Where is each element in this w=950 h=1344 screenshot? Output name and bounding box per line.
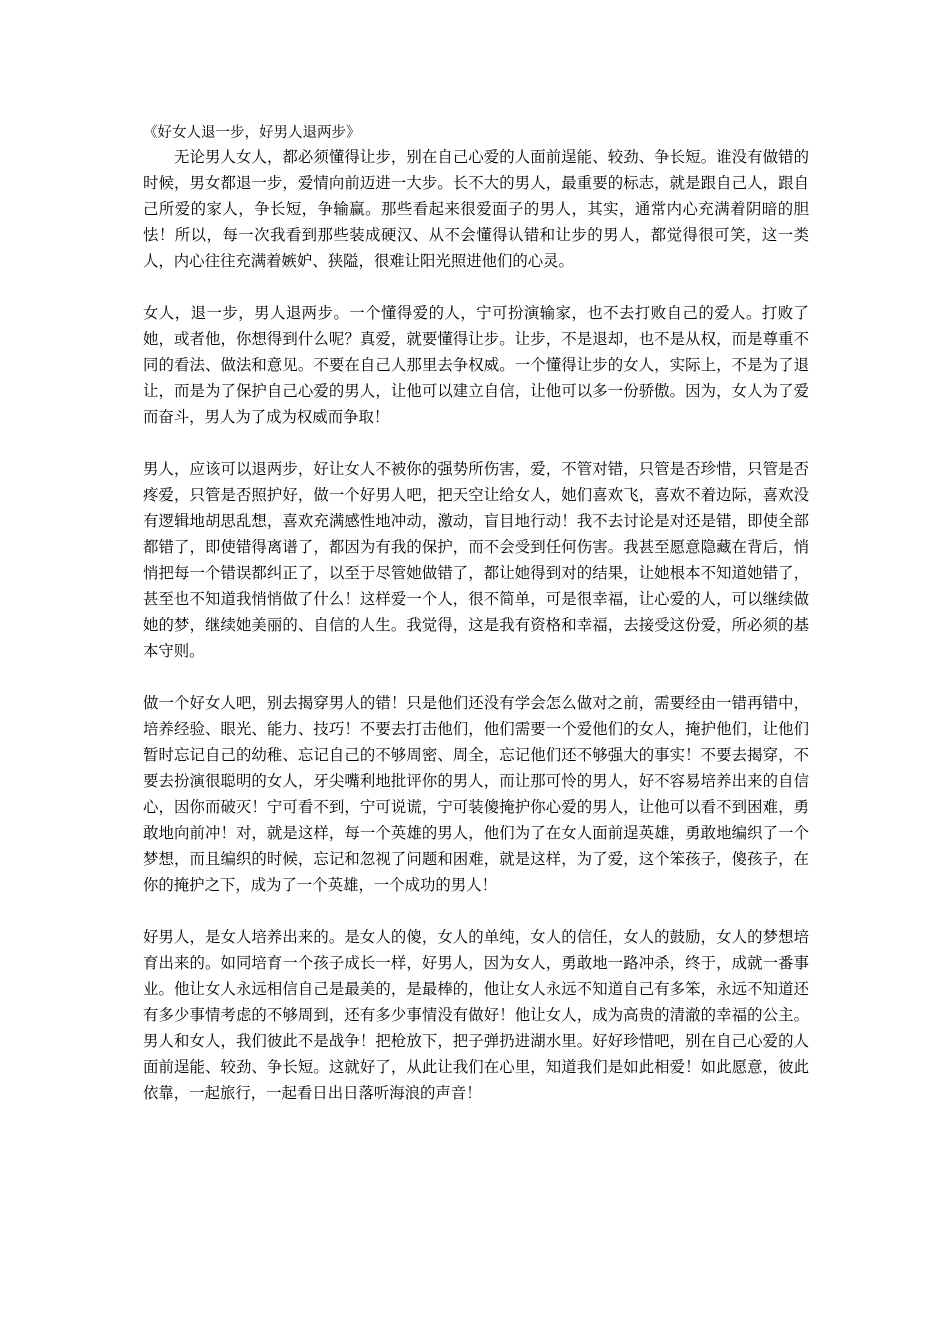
paragraph-spacer xyxy=(143,898,809,924)
paragraph-2: 女人，退一步，男人退两步。一个懂得爱的人，宁可扮演输家，也不去打败自己的爱人。打败了她，或者他，你想得到什么呢？真爱，就要懂得让步。让步，不是退却，也不是从权，而是尊重不同的看法、做法和意见。不要在自己人那里去争权威。一个懂得让步的女人，实际上，不是为了退让，而是为了保护自己心爱的男人，让他可以建立自信，让他可以多一份骄傲。因为，女人为了爱而奋斗，男人为了成为权威而争取！ xyxy=(143,304,809,426)
document-title: 《好女人退一步，好男人退两步》 xyxy=(143,125,361,141)
paragraph-spacer xyxy=(143,664,809,690)
paragraph-1: 无论男人女人，都必须懂得让步，别在自己心爱的人面前逞能、较劲、争长短。谁没有做错的时候，男女都退一步，爱情向前迈进一大步。长不大的男人，最重要的标志，就是跟自己人，跟自己所爱的家人，争长短，争输赢。那些看起来很爱面子的男人，其实，通常内心充满着阴暗的胆怯！所以，每一次我看到那些装成硬汉、从不会懂得认错和让步的男人，都觉得很可笑，这一类人，内心往往充满着嫉妒、狭隘，很难让阳光照进他们的心灵。 xyxy=(143,148,809,270)
paragraph-4: 做一个好女人吧，别去揭穿男人的错！只是他们还没有学会怎么做对之前，需要经由一错再错中，培养经验、眼光、能力、技巧！不要去打击他们，他们需要一个爱他们的女人，掩护他们，让他们暂时忘记自己的幼稚、忘记自己的不够周密、周全，忘记他们还不够强大的事实！不要去揭穿，不要去扮演很聪明的女人，牙尖嘴利地批评你的男人，而让那可怜的男人，好不容易培养出来的自信心，因你而破灭！宁可看不到，宁可说谎，宁可装傻掩护你心爱的男人，让他可以看不到困难，勇敢地向前冲！对，就是这样，每一个英雄的男人，他们为了在女人面前逞英雄，勇敢地编织了一个梦想，而且编织的时候，忘记和忽视了问题和困难，就是这样，为了爱，这个笨孩子，傻孩子，在你的掩护之下，成为了一个英雄，一个成功的男人！ xyxy=(143,694,809,894)
paragraph-3: 男人，应该可以退两步，好让女人不被你的强势所伤害，爱，不管对错，只管是否珍惜，只管是否疼爱，只管是否照护好，做一个好男人吧，把天空让给女人，她们喜欢飞，喜欢不着边际，喜欢没有逻辑地胡思乱想，喜欢充满感性地冲动，激动，盲目地行动！我不去讨论是对还是错，即使全部都错了，即使错得离谱了，都因为有我的保护，而不会受到任何伤害。我甚至愿意隐藏在背后，悄悄把每一个错误都纠正了，以至于尽管她做错了，都让她得到对的结果，让她根本不知道她错了，甚至也不知道我悄悄做了什么！这样爱一个人，很不简单，可是很幸福，让心爱的人，可以继续做她的梦，继续她美丽的、自信的人生。我觉得，这是我有资格和幸福，去接受这份爱，所必须的基本守则。 xyxy=(143,460,809,660)
document-page xyxy=(143,122,809,1106)
paragraph-spacer xyxy=(143,274,809,300)
paragraph-5: 好男人，是女人培养出来的。是女人的傻，女人的单纯，女人的信任，女人的鼓励，女人的梦想培育出来的。如同培育一个孩子成长一样，好男人，因为女人，勇敢地一路冲杀，终于，成就一番事业。他让女人永远相信自己是最美的，是最棒的，他让女人永远不知道自己有多笨，永远不知道还有多少事情考虑的不够周到，还有多少事情没有做好！他让女人，成为高贵的清澈的幸福的公主。男人和女人，我们彼此不是战争！把枪放下，把子弹扔进湖水里。好好珍惜吧，别在自己心爱的人面前逞能、较劲、争长短。这就好了，从此让我们在心里，知道我们是如此相爱！如此愿意，彼此依靠，一起旅行，一起看日出日落听海浪的声音！ xyxy=(143,928,809,1102)
paragraph-spacer xyxy=(143,430,809,456)
